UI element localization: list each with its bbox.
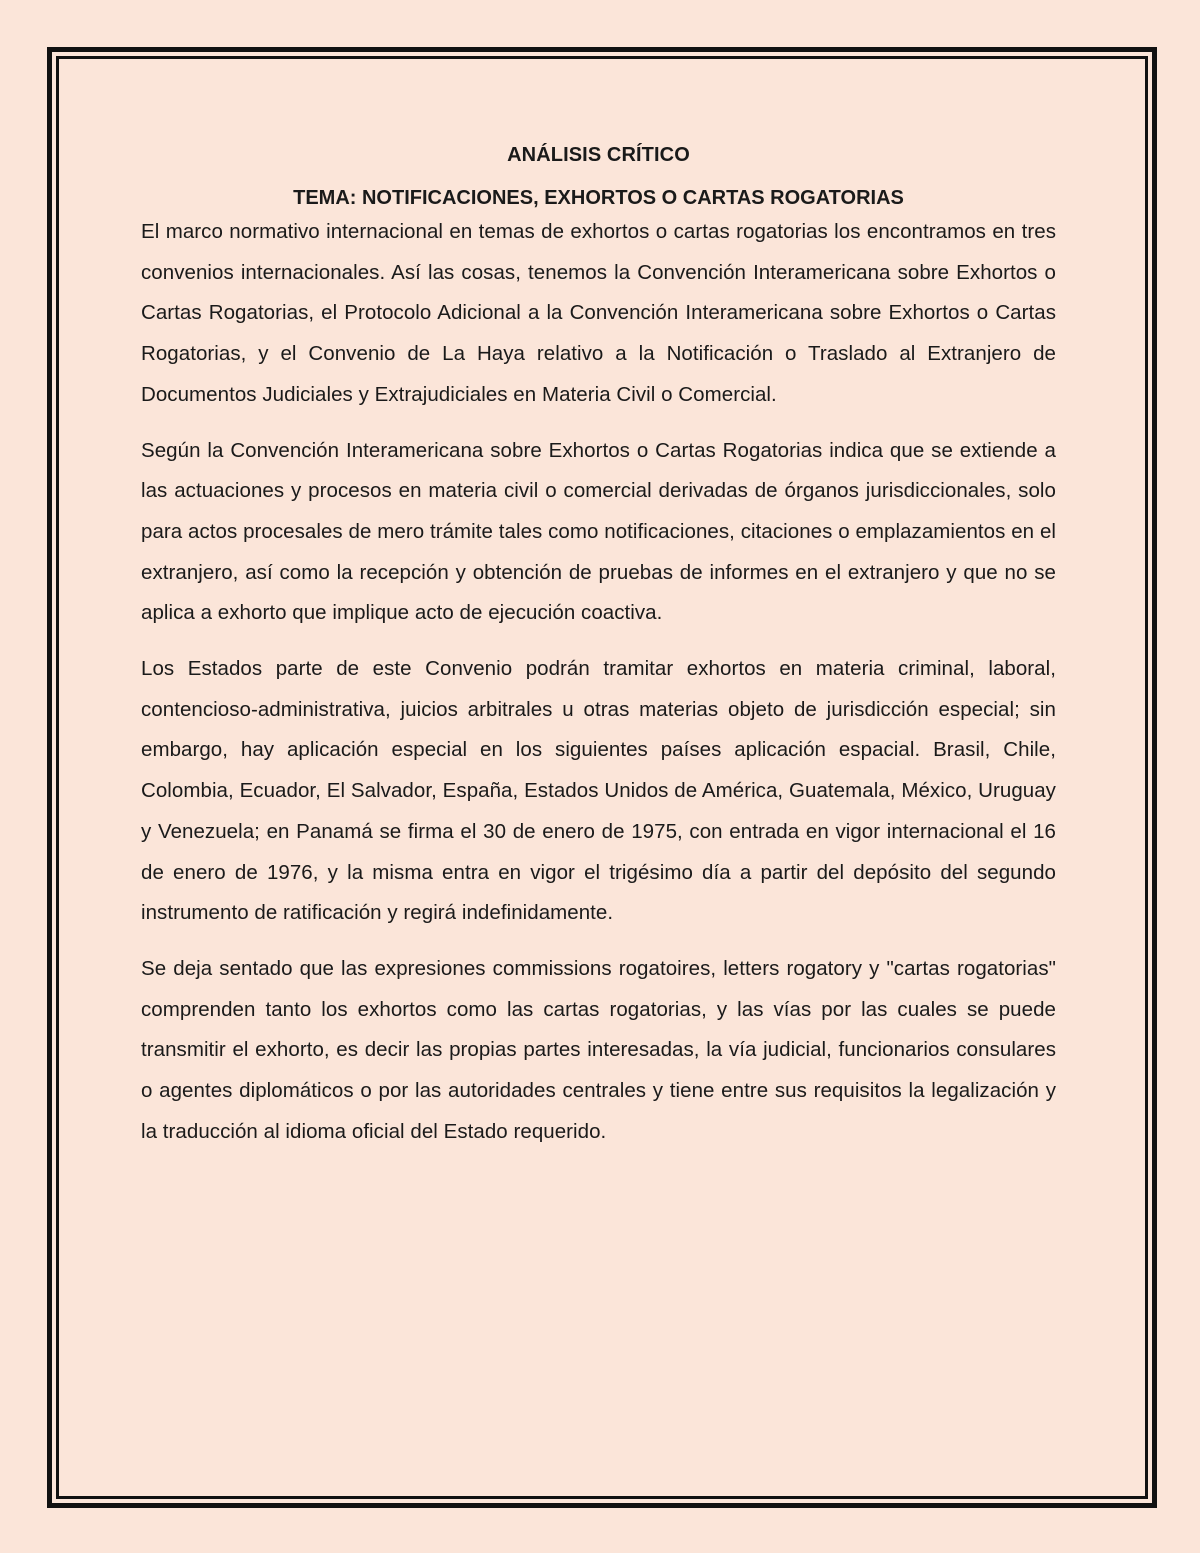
paragraph-1: El marco normativo internacional en temas de exhortos o cartas rogatorias los encontramos en tres convenios internacionales. Así las cosas, tenemos la Convención Interamericana sobre Exhortos o Cartas Rogatorias, el Protocolo Adicional a la Convención Interamericana sobre Exhortos o Cartas Rogatorias, y el Convenio de La Haya relativo a la Notificación o Traslado al Extranjero de Documentos Judiciales y Extrajudiciales en Materia Civil o Comercial.: [141, 220, 1056, 406]
document-title: ANÁLISIS CRÍTICO: [507, 144, 690, 166]
paragraph-4: Se deja sentado que las expresiones commissions rogatoires, letters rogatory y "cartas rogatorias" comprenden tanto los exhortos como las cartas rogatorias, y las vías por las cuales se puede transmitir el exhorto, es decir las propias partes interesadas, la vía judicial, funcionarios consulares o agentes diplomáticos o por las autoridades centrales y tiene entre sus requisitos la legalización y la traducción al idioma oficial del Estado requerido.: [141, 956, 1056, 1143]
document-subtitle: TEMA: NOTIFICACIONES, EXHORTOS O CARTAS ROGATORIAS: [293, 187, 904, 209]
paragraph-2: Según la Convención Interamericana sobre Exhortos o Cartas Rogatorias indica que se extiende a las actuaciones y procesos en materia civil o comercial derivadas de órganos jurisdiccionales, solo para actos procesales de mero trámite tales como notificaciones, citaciones o emplazamientos en el extranjero, así como la recepción y obtención de pruebas de informes en el extranjero y que no se aplica a exhorto que implique acto de ejecución coactiva.: [141, 438, 1056, 625]
paragraph-3: Los Estados parte de este Convenio podrán tramitar exhortos en materia criminal, laboral, contencioso-administrativa, juicios arbitrales u otras materias objeto de jurisdicción especial; sin embargo, hay aplicación especial en los siguientes países aplicación espacial. Brasil, Chile, Colombia, Ecuador, El Salvador, España, Estados Unidos de América, Guatemala, México, Uruguay y Venezuela; en Panamá se firma el 30 de enero de 1975, con entrada en vigor internacional el 16 de enero de 1976, y la misma entra en vigor el trigésimo día a partir del depósito del segundo instrumento de ratificación y regirá indefinidamente.: [141, 657, 1056, 925]
document-body: [141, 138, 1056, 1152]
